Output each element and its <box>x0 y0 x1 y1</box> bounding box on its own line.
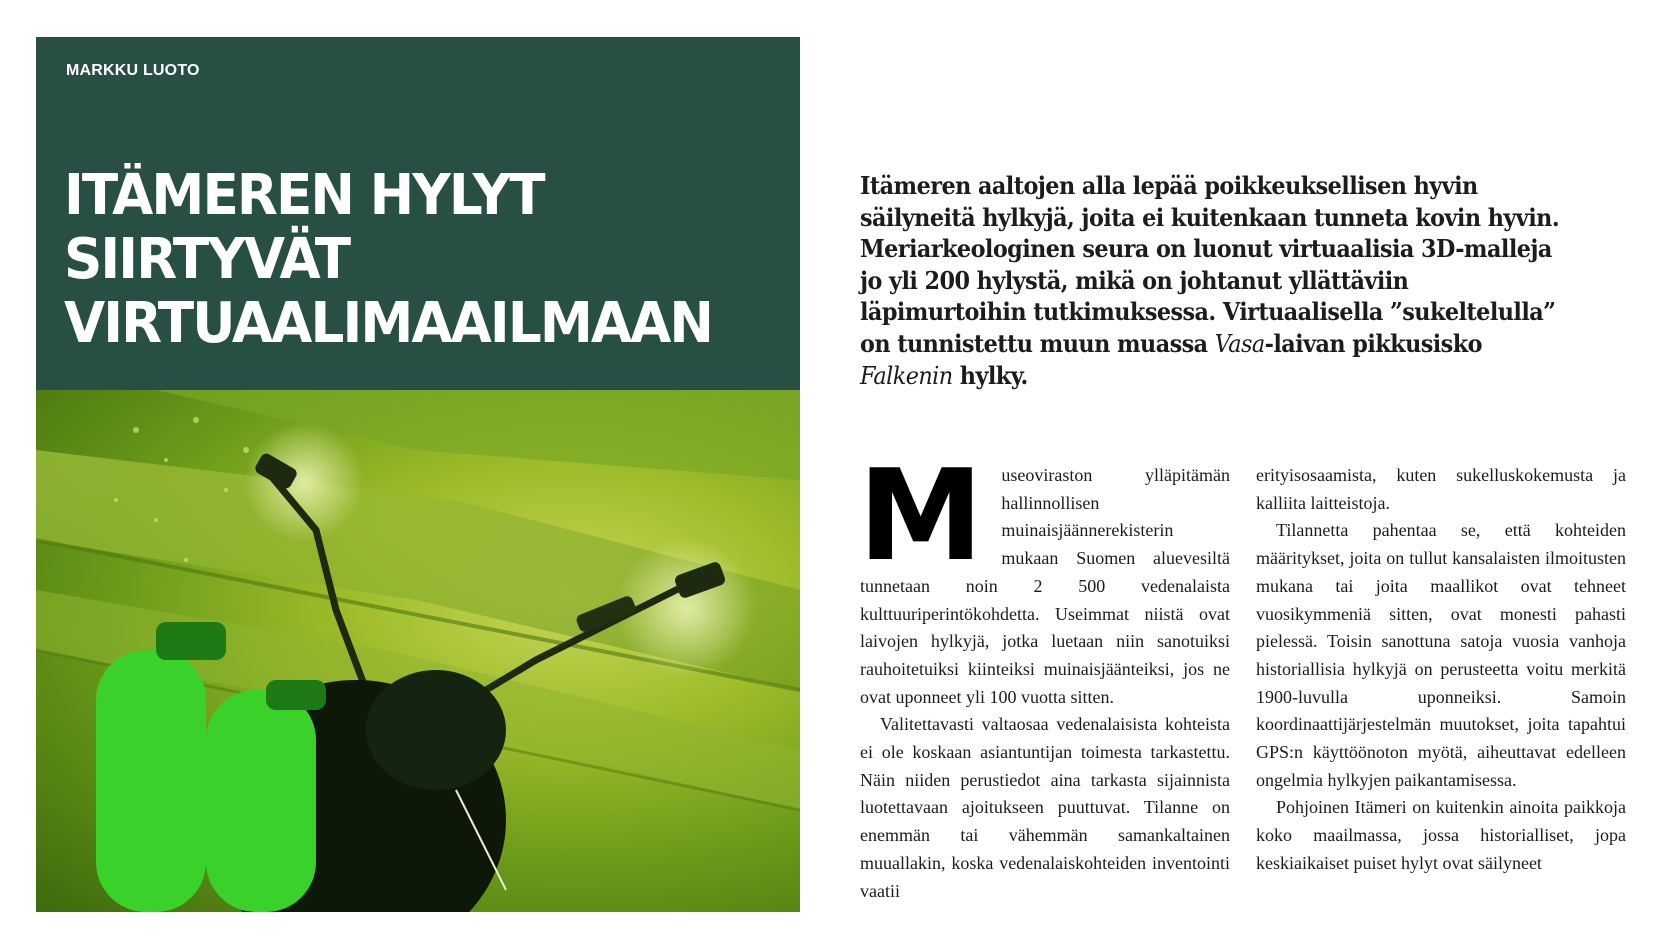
headline-line: VIRTUAALIMAAILMAAN <box>64 291 713 356</box>
headline-line: ITÄMEREN HYLYT <box>64 163 544 228</box>
body-text: useoviraston ylläpitämän hallinnollisen muinaisjäännerekisterin mukaan Suomen aluevesiltä tunnetaan noin 2 500 vedenalaista kulttuuriperintökohdetta. Useimmat niistä ovat laivojen hylkyjä, jotka luetaan niin sanotuiksi rauhoitetuiksi kiinteiksi muinaisjäänteiksi, jos ne ovat uponneet yli 100 vuotta sitten. <box>860 465 1230 707</box>
headline <box>64 164 729 356</box>
lead-ship-name: Vasa <box>1214 329 1265 358</box>
headline-line: SIIRTYVÄT <box>64 227 350 292</box>
lead-text: hylky. <box>952 361 1028 390</box>
body-column-2 <box>1256 462 1626 878</box>
diver-photo <box>36 390 800 912</box>
body-paragraph: Pohjoinen Itämeri on kuitenkin ainoita paikkoja koko maailmassa, jossa historialliset, jopa keskiaikaiset puiset hylyt ovat säilyneet <box>1256 797 1626 873</box>
body-paragraph: erityisosaamista, kuten sukelluskokemusta ja kalliita laitteistoja. <box>1256 465 1626 513</box>
body-paragraph: Valitettavasti valtaosaa vedenalaisista kohteista ei ole koskaan asiantuntijan toimesta tarkastettu. Näin niiden perustiedot aina tarkasta sijainnista luotettavaan ajoitukseen puuttuvat. Tilanne on enemmän tai vähemmän samankaltainen muuallakin, koska vedenalaiskohteiden inventointi vaatii <box>860 714 1230 901</box>
body-paragraph: Tilannetta pahentaa se, että kohteiden määritykset, joita on tullut kansalaisten ilmoitusten mukana tai joita maallikot ovat tehneet vuosikymmeniä sitten, ovat monesti pahasti pielessä. Toisin sanottuna satoja vuosia vanhoja historiallisia hylkyjä on perusteetta voitu merkitä 1900-luvulla uponneiksi. Samoin koordinaattijärjestelmän muutokset, joita tapahtui GPS:n käyttöönoton myötä, aiheuttavat edelleen ongelmia hylkyjen paikantamisessa. <box>1256 520 1626 790</box>
author-byline: MARKKU LUOTO <box>66 62 200 79</box>
lead-ship-name: Falkenin <box>860 362 953 390</box>
body-paragraph <box>858 442 1230 711</box>
drop-cap: M <box>858 442 984 589</box>
lead-text: Itämeren aaltojen alla lepää poikkeuksellisen hyvin säilyneitä hylkyjä, joita ei kuitenkaan tunneta kovin hyvin. Meriarkeologinen seura on luonut virtuaalisia 3D-malleja jo yli 200 hylystä, mikä on johtanut yllättäviin läpimurtoihin tutkimuksessa. Virtuaalisella ”sukeltelulla” on tunnistettu muun muassa <box>860 171 1560 358</box>
lead-paragraph <box>860 170 1576 393</box>
lead-text: -laivan pikkusisko <box>1264 328 1482 358</box>
body-column-1 <box>858 442 1230 905</box>
